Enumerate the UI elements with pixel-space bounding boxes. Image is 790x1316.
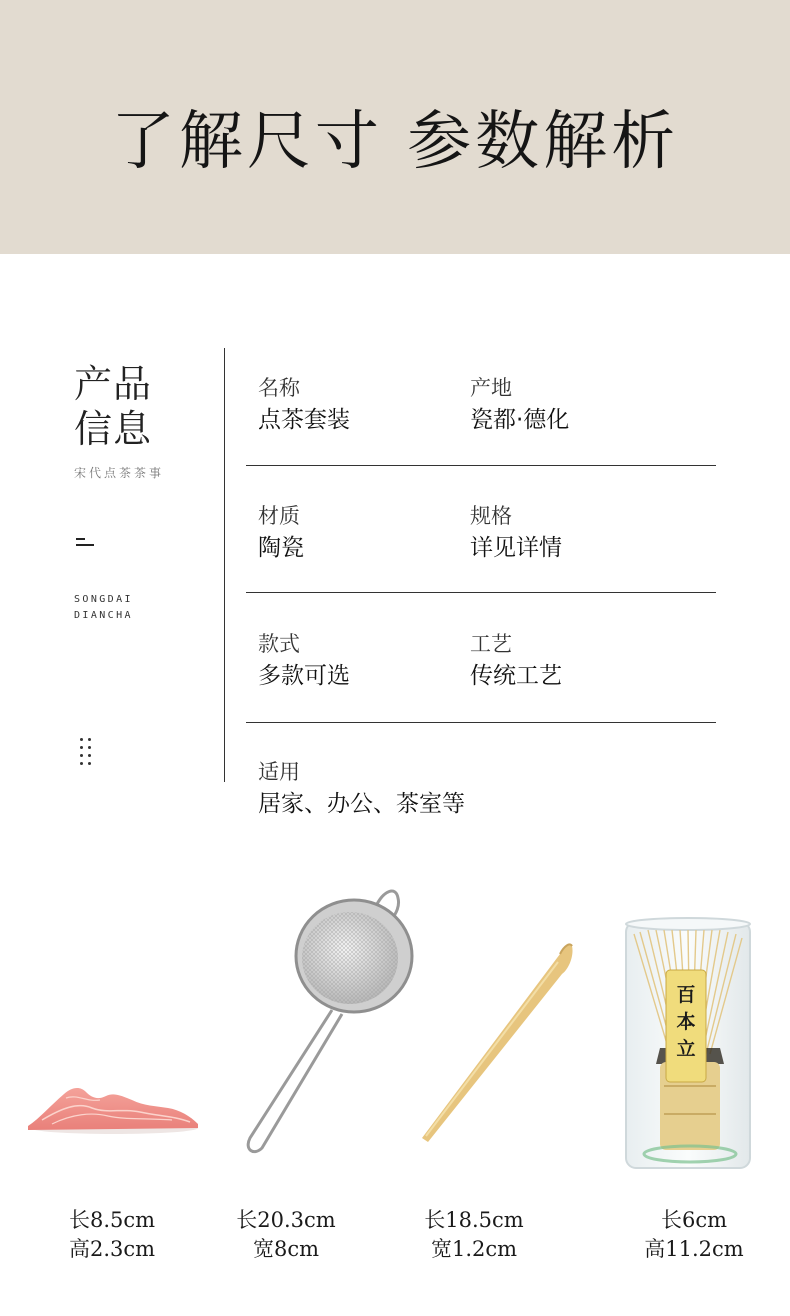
spec-value: 传统工艺 [470,663,562,689]
dimension-line: 长6cm [660,1208,728,1232]
dimension-line: 长20.3cm [236,1208,336,1232]
whisk-label-text: 百本立 [676,984,696,1060]
spec-value: 多款可选 [258,663,350,689]
page-title: 了解尺寸 参数解析 [110,105,680,179]
spec-value: 详见详情 [470,535,562,561]
dimension-line: 高2.3cm [68,1237,156,1261]
dots-icon [80,738,92,764]
spec-label: 规格 [470,504,512,528]
section-title-line2: 信息 [74,407,153,451]
spec-origin [470,374,569,436]
spec-style [258,630,350,692]
strainer-image [236,884,426,1164]
dimension-line: 高11.2cm [644,1237,744,1261]
spec-label: 工艺 [470,632,512,656]
spec-material [258,502,304,564]
spec-name [258,374,350,436]
spec-label: 名称 [258,376,300,400]
whisk-rest-image [22,1078,202,1138]
section-title-line1: 产品 [74,362,153,406]
row-divider [246,465,716,466]
product-dims-scoop [384,1206,564,1264]
spec-value: 瓷都·德化 [470,407,570,433]
dimension-line: 长18.5cm [424,1208,524,1232]
spec-size [470,502,562,564]
section-title [74,362,152,452]
product-dims-whisk [604,1206,784,1264]
section-subtitle: 宋代点茶茶事 [74,466,165,480]
spec-value: 陶瓷 [258,535,304,561]
spec-label: 适用 [258,760,300,784]
vertical-divider [224,348,225,782]
english-line1: SONGDAI [74,594,133,605]
spec-label: 款式 [258,632,300,656]
dimension-line: 长8.5cm [68,1208,156,1232]
english-line2: DIANCHA [74,610,133,621]
spec-value: 居家、办公、茶室等 [258,791,465,817]
spec-label: 材质 [258,504,300,528]
row-divider [246,592,716,593]
spec-usage [258,758,465,820]
tea-scoop-image [410,936,580,1146]
header-banner [0,0,790,254]
spec-craft [470,630,562,692]
section-english [74,592,133,624]
dash-mark-icon [76,536,94,550]
product-dims-rest [22,1206,202,1264]
row-divider [246,722,716,723]
spec-value: 点茶套装 [258,407,350,433]
dimension-line: 宽1.2cm [430,1237,518,1261]
spec-label: 产地 [470,376,512,400]
product-dims-strainer [196,1206,376,1264]
dimension-line: 宽8cm [252,1237,320,1261]
